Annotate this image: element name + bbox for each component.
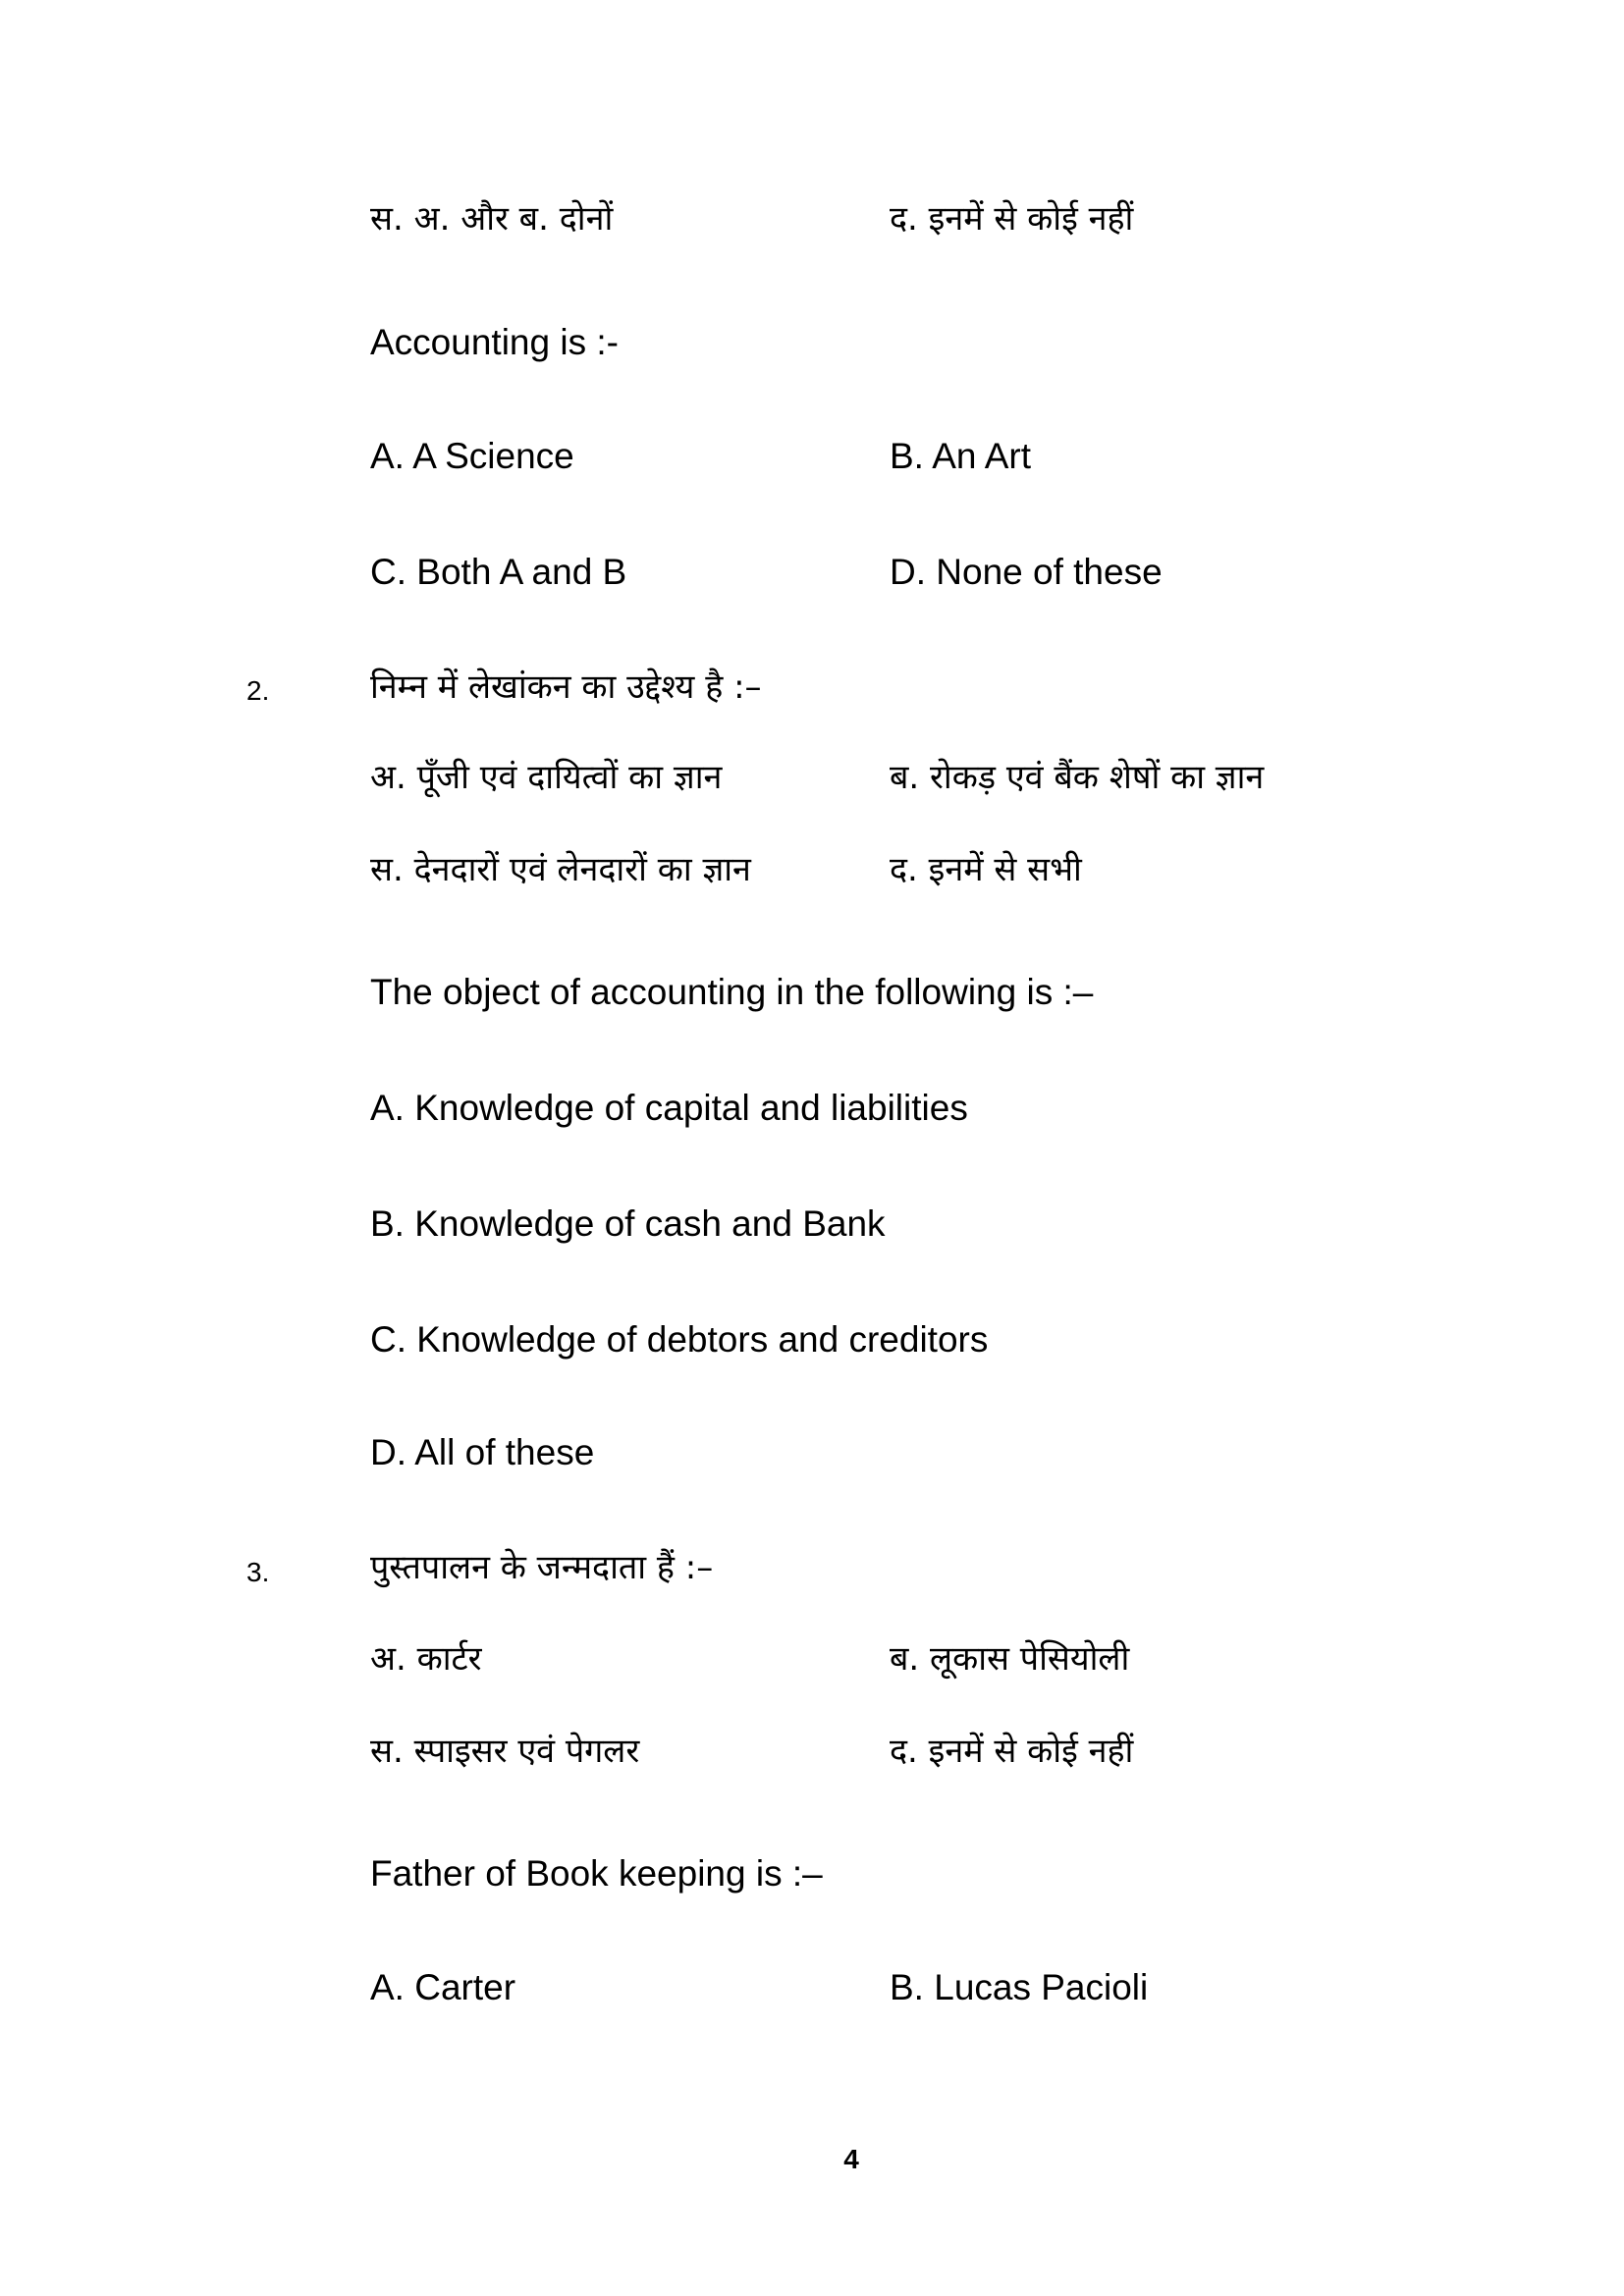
q2-number: 2. (246, 675, 270, 706)
q1-english-option-a: A. A Science (370, 436, 574, 476)
q1-hindi-option-d: द. इनमें से कोई नहीं (890, 199, 1134, 239)
q3-english-option-b: B. Lucas Pacioli (890, 1967, 1149, 2007)
q2-english-option-c: C. Knowledge of debtors and creditors (370, 1319, 989, 1360)
q3-hindi-question: पुस्तपालन के जन्मदाता हैं :– (370, 1548, 714, 1587)
q3-english-option-a: A. Carter (370, 1967, 516, 2007)
q2-english-option-d: D. All of these (370, 1432, 595, 1472)
q3-english-question: Father of Book keeping is :– (370, 1853, 823, 1894)
q1-english-option-d: D. None of these (890, 552, 1163, 592)
q3-hindi-option-c: स. स्पाइसर एवं पेगलर (370, 1732, 640, 1771)
q1-hindi-option-c: स. अ. और ब. दोनों (370, 199, 614, 239)
q3-hindi-option-a: अ. कार्टर (370, 1639, 482, 1679)
q3-number: 3. (246, 1557, 270, 1587)
q3-hindi-option-b: ब. लूकास पेसियोली (890, 1639, 1130, 1679)
q2-hindi-option-b: ब. रोकड़ एवं बैंक शेषों का ज्ञान (890, 758, 1265, 797)
q1-english-option-b: B. An Art (890, 436, 1031, 476)
q2-hindi-option-d: द. इनमें से सभी (890, 850, 1082, 889)
q2-english-option-a: A. Knowledge of capital and liabilities (370, 1088, 968, 1128)
q1-english-question: Accounting is :- (370, 322, 619, 362)
page-number: 4 (843, 2144, 859, 2174)
q1-english-option-c: C. Both A and B (370, 552, 627, 592)
q2-hindi-question: निम्न में लेखांकन का उद्देश्य है :– (370, 667, 762, 707)
q2-english-option-b: B. Knowledge of cash and Bank (370, 1203, 886, 1244)
q3-hindi-option-d: द. इनमें से कोई नहीं (890, 1732, 1134, 1771)
q2-hindi-option-a: अ. पूँजी एवं दायित्वों का ज्ञान (370, 758, 723, 797)
q2-hindi-option-c: स. देनदारों एवं लेनदारों का ज्ञान (370, 850, 751, 889)
q2-english-question: The object of accounting in the following is :– (370, 972, 1094, 1012)
